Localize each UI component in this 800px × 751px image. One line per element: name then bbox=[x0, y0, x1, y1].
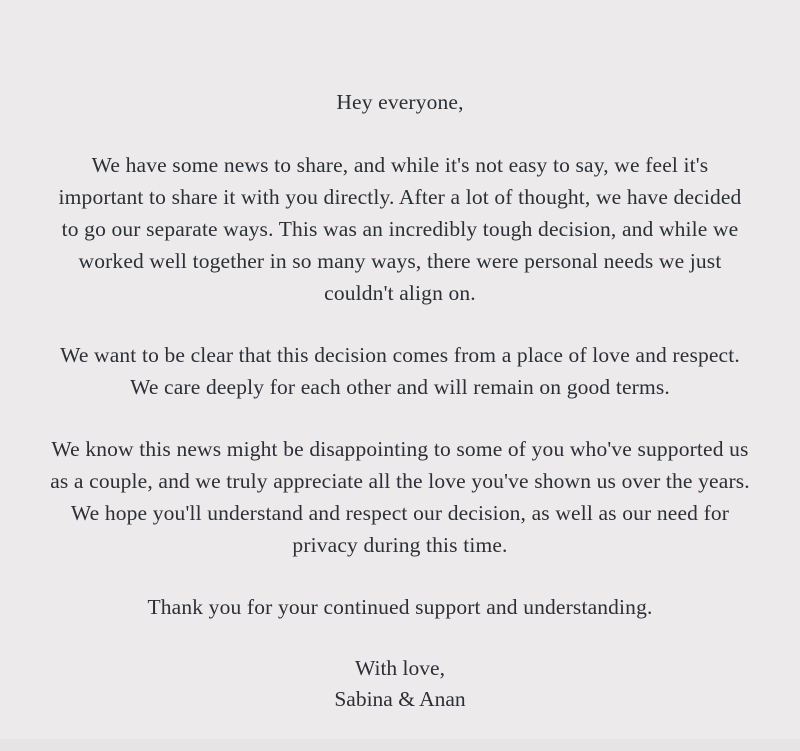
signature-names: Sabina & Anan bbox=[334, 687, 466, 711]
footer-strip bbox=[0, 739, 800, 751]
paragraph-1: We have some news to share, and while it's not easy to say, we feel it's important to share it with you directly. After a lot of thought, we have decided to go our separate ways. This was an incredibly tough decision, and while we worked well together in so many ways, there were personal needs we just couldn't align on. bbox=[58, 153, 742, 305]
closing-line: With love, bbox=[355, 656, 445, 680]
paragraph-2: We want to be clear that this decision comes from a place of love and respect. We care deeply for each other and will remain on good terms. bbox=[60, 343, 740, 399]
paragraph-4: Thank you for your continued support and understanding. bbox=[147, 595, 653, 619]
greeting-line: Hey everyone, bbox=[336, 90, 464, 114]
paragraph-3: We know this news might be disappointing to some of you who've supported us as a couple, and we truly appreciate all the love you've shown us over the years. We hope you'll understand and respect our decision, as well as our need for privacy during this time. bbox=[50, 437, 750, 557]
